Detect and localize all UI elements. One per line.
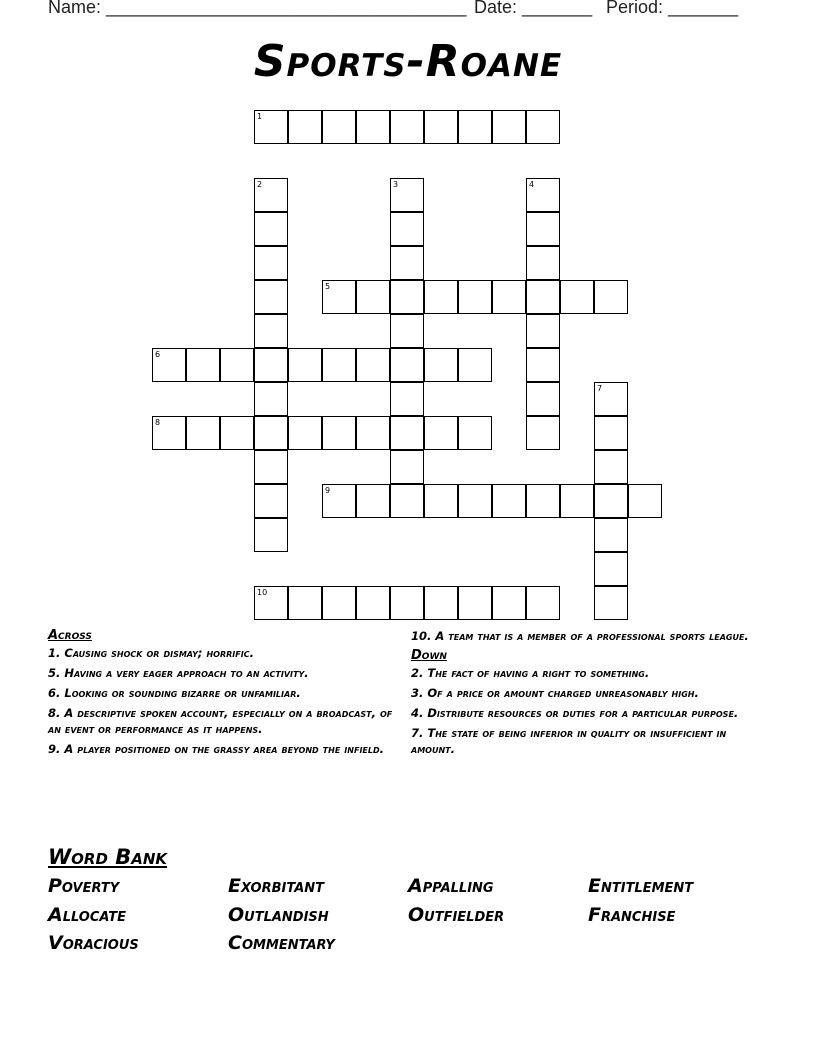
crossword-cell[interactable] (220, 348, 254, 382)
crossword-cell[interactable] (220, 416, 254, 450)
crossword-cell[interactable] (152, 348, 186, 382)
clue-number-label: 9 (325, 486, 331, 495)
crossword-cell[interactable] (356, 586, 390, 620)
crossword-cell[interactable] (390, 382, 424, 416)
crossword-cell[interactable] (458, 484, 492, 518)
crossword-cell[interactable] (254, 484, 288, 518)
crossword-cell[interactable] (356, 484, 390, 518)
crossword-cell[interactable] (526, 178, 560, 212)
clue-text: A player positioned on the grassy area beyond the infield. (64, 742, 384, 756)
crossword-cell[interactable] (526, 382, 560, 416)
word-bank-title: Word Bank (48, 845, 168, 869)
crossword-cell[interactable] (526, 280, 560, 314)
down-heading: Down (411, 648, 447, 663)
clue-number: 2. (411, 666, 424, 680)
clue-number: 4. (411, 706, 424, 720)
crossword-cell[interactable] (254, 416, 288, 450)
crossword-cell[interactable] (390, 246, 424, 280)
clue-down-2 (411, 665, 761, 681)
crossword-cell[interactable] (458, 348, 492, 382)
clue-number-label: 5 (325, 282, 331, 291)
crossword-cell[interactable] (424, 280, 458, 314)
across-heading: Across (48, 628, 92, 643)
clue-down-7 (411, 725, 761, 757)
word-bank-item: Entitlement (588, 875, 694, 897)
crossword-cell[interactable] (254, 110, 288, 144)
crossword-cell[interactable] (424, 348, 458, 382)
clue-number-label: 6 (155, 350, 161, 359)
crossword-cell[interactable] (254, 246, 288, 280)
crossword-cell[interactable] (526, 212, 560, 246)
clue-number-label: 3 (393, 180, 399, 189)
crossword-cell[interactable] (356, 348, 390, 382)
crossword-cell[interactable] (288, 348, 322, 382)
crossword-cell[interactable] (594, 552, 628, 586)
clue-number-label: 1 (257, 112, 263, 121)
date-field[interactable]: Date: _______ (474, 0, 593, 17)
clues-column-right (411, 628, 761, 761)
clue-number: 6. (48, 686, 61, 700)
crossword-cell[interactable] (390, 348, 424, 382)
crossword-cell[interactable] (390, 450, 424, 484)
crossword-cell[interactable] (526, 416, 560, 450)
clue-across-6 (48, 685, 398, 701)
clue-number-label: 8 (155, 418, 161, 427)
word-bank-item: Allocate (48, 904, 126, 926)
clue-number: 1. (48, 646, 61, 660)
crossword-cell[interactable] (526, 484, 560, 518)
crossword-cell[interactable] (254, 348, 288, 382)
clue-across-1 (48, 645, 398, 661)
crossword-cell[interactable] (458, 110, 492, 144)
crossword-cell[interactable] (390, 586, 424, 620)
crossword-cell[interactable] (152, 416, 186, 450)
crossword-cell[interactable] (594, 518, 628, 552)
puzzle-title: Sports-Roane (253, 36, 563, 87)
crossword-cell[interactable] (594, 586, 628, 620)
crossword-cell[interactable] (390, 212, 424, 246)
crossword-cell[interactable] (254, 518, 288, 552)
crossword-cell[interactable] (390, 280, 424, 314)
crossword-cell[interactable] (356, 110, 390, 144)
crossword-cell[interactable] (458, 586, 492, 620)
clue-text: Causing shock or dismay; horrific. (64, 646, 254, 660)
crossword-cell[interactable] (628, 484, 662, 518)
clue-text: The state of being inferior in quality or insufficient in amount. (411, 726, 727, 756)
crossword-cell[interactable] (560, 484, 594, 518)
crossword-cell[interactable] (322, 110, 356, 144)
clue-number-label: 4 (529, 180, 535, 189)
crossword-cell[interactable] (254, 314, 288, 348)
clue-across-10 (411, 628, 761, 644)
clue-number: 5. (48, 666, 61, 680)
clue-across-5 (48, 665, 398, 681)
crossword-cell[interactable] (186, 416, 220, 450)
crossword-cell[interactable] (492, 484, 526, 518)
clue-text: Distribute resources or duties for a particular purpose. (427, 706, 739, 720)
clue-text: The fact of having a right to something. (427, 666, 650, 680)
word-bank-item: Appalling (408, 875, 494, 897)
word-bank-item: Franchise (588, 904, 676, 926)
crossword-cell[interactable] (526, 246, 560, 280)
crossword-cell[interactable] (254, 280, 288, 314)
word-bank-item: Poverty (48, 875, 120, 897)
crossword-cell[interactable] (254, 586, 288, 620)
crossword-cell[interactable] (254, 178, 288, 212)
crossword-cell[interactable] (424, 586, 458, 620)
clue-across-9 (48, 741, 398, 757)
crossword-cell[interactable] (594, 382, 628, 416)
crossword-cell[interactable] (390, 416, 424, 450)
crossword-cell[interactable] (322, 586, 356, 620)
clue-number: 9. (48, 742, 61, 756)
crossword-cell[interactable] (322, 280, 356, 314)
crossword-cell[interactable] (254, 382, 288, 416)
clue-number: 7. (411, 726, 424, 740)
clue-text: Looking or sounding bizarre or unfamiliar. (64, 686, 301, 700)
crossword-cell[interactable] (288, 586, 322, 620)
crossword-cell[interactable] (288, 110, 322, 144)
crossword-cell[interactable] (526, 586, 560, 620)
crossword-cell[interactable] (356, 280, 390, 314)
word-bank-item: Exorbitant (228, 875, 325, 897)
name-field[interactable]: Name: ____________________________________ (48, 0, 467, 17)
crossword-cell[interactable] (526, 110, 560, 144)
crossword-cell[interactable] (458, 416, 492, 450)
crossword-cell[interactable] (254, 212, 288, 246)
crossword-cell[interactable] (458, 280, 492, 314)
crossword-cell[interactable] (594, 484, 628, 518)
clue-text: Of a price or amount charged unreasonably high. (427, 686, 699, 700)
word-bank-item: Outlandish (228, 904, 329, 926)
crossword-cell[interactable] (560, 280, 594, 314)
clue-number: 10. (411, 629, 432, 643)
clue-text: A team that is a member of a professional sports league. (435, 629, 749, 643)
word-bank-item: Outfielder (408, 904, 505, 926)
clue-number-label: 10 (257, 588, 268, 597)
clue-down-3 (411, 685, 761, 701)
crossword-cell[interactable] (424, 484, 458, 518)
clue-across-8 (48, 705, 398, 737)
clue-number: 3. (411, 686, 424, 700)
crossword-cell[interactable] (288, 416, 322, 450)
crossword-cell[interactable] (322, 348, 356, 382)
crossword-cell[interactable] (186, 348, 220, 382)
clue-number-label: 2 (257, 180, 263, 189)
clue-text: A descriptive spoken account, especially on a broadcast, of an event or performance as it happens. (48, 706, 393, 736)
clues-column-left (48, 628, 398, 761)
word-bank-item: Voracious (48, 932, 139, 954)
clue-number-label: 7 (597, 384, 603, 393)
crossword-cell[interactable] (594, 450, 628, 484)
crossword-cell[interactable] (322, 484, 356, 518)
crossword-cell[interactable] (390, 314, 424, 348)
crossword-cell[interactable] (492, 110, 526, 144)
period-field[interactable]: Period: _______ (606, 0, 739, 17)
crossword-cell[interactable] (390, 110, 424, 144)
crossword-cell[interactable] (390, 178, 424, 212)
crossword-cell[interactable] (492, 586, 526, 620)
clue-number: 8. (48, 706, 61, 720)
word-bank-item: Commentary (228, 932, 335, 954)
clue-text: Having a very eager approach to an activity. (64, 666, 309, 680)
crossword-cell[interactable] (322, 416, 356, 450)
crossword-cell[interactable] (594, 416, 628, 450)
crossword-cell[interactable] (424, 110, 458, 144)
crossword-cell[interactable] (594, 280, 628, 314)
crossword-cell[interactable] (526, 348, 560, 382)
crossword-cell[interactable] (390, 484, 424, 518)
crossword-cell[interactable] (254, 450, 288, 484)
crossword-cell[interactable] (492, 280, 526, 314)
crossword-cell[interactable] (526, 314, 560, 348)
crossword-cell[interactable] (424, 416, 458, 450)
crossword-cell[interactable] (356, 416, 390, 450)
clue-down-4 (411, 705, 761, 721)
